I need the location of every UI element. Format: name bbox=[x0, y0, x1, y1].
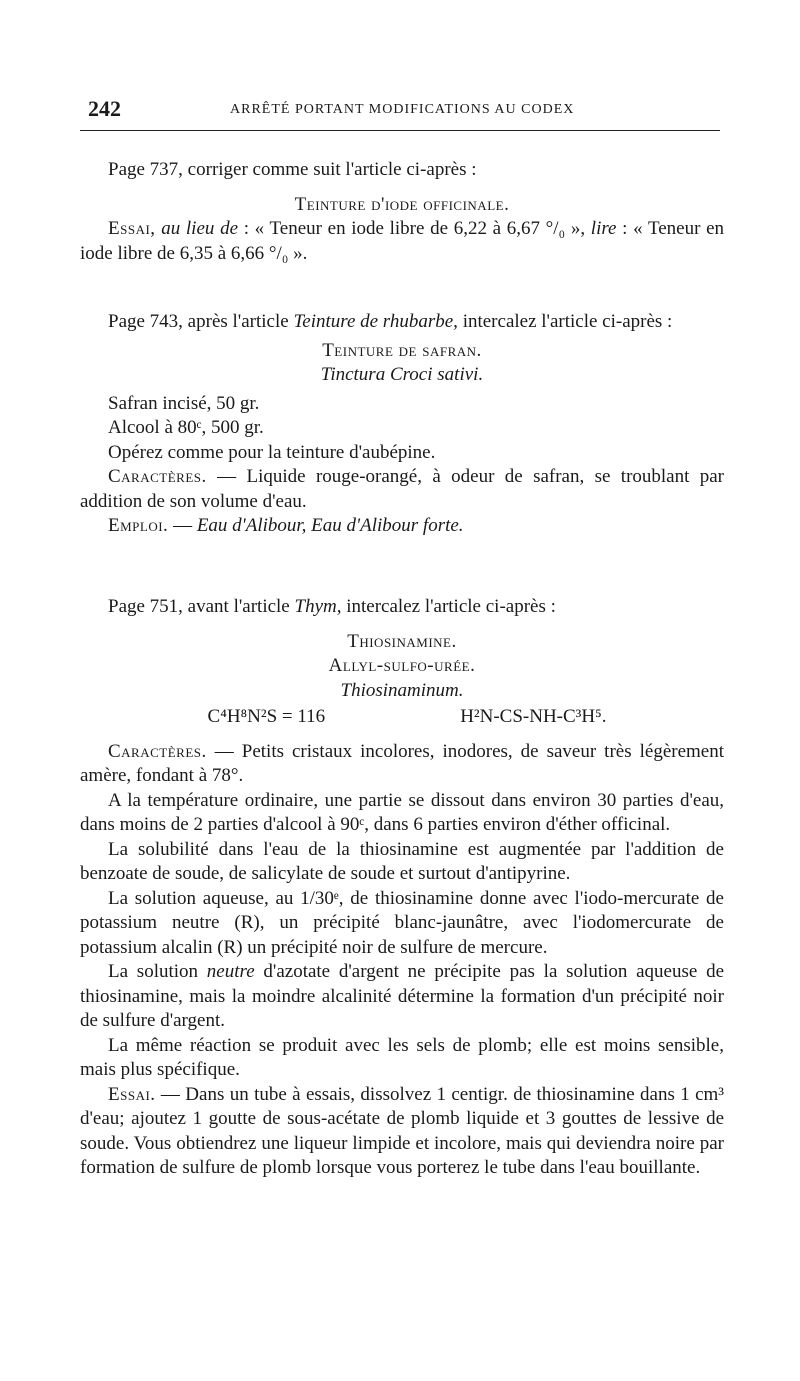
intro-page-743 bbox=[80, 310, 724, 335]
caracteres-label: Caractères. bbox=[108, 466, 207, 487]
page-header bbox=[80, 96, 720, 132]
running-title: ARRÊTÉ PORTANT MODIFICATIONS AU CODEX bbox=[230, 102, 575, 117]
ingredient-alcool: Alcool à 80ᶜ, 500 gr. bbox=[108, 417, 264, 438]
lire: lire bbox=[590, 218, 617, 239]
caracteres-text: — Petits cristaux incolores, inodores, de saveur très légèrement amère, fondant à 78°. bbox=[80, 740, 724, 786]
essai-iode bbox=[80, 217, 724, 266]
emploi-label: Emploi. bbox=[108, 515, 169, 536]
essai-text: : « Teneur en iode libre de 6,22 à 6,67 °/₀ », bbox=[243, 218, 586, 239]
intro-page-751 bbox=[80, 595, 724, 620]
ingredient-safran: Safran incisé, 50 gr. bbox=[108, 392, 260, 414]
essai-text: — Dans un tube à essais, dissolvez 1 centigr. de thiosinamine dans 1 cm³ d'eau; ajoutez 1 goutte de sous-acétate de plomb liquide et 3 gouttes de lessive de soude. Vous obtiendrez une liqueur limpide et incolore, mais qui deviendra noire par formation de sulfure de plomb lorsque vous porterez le tube dans l'eau bouillante. bbox=[80, 1083, 724, 1178]
intro-text-a: Page 751, avant l'article bbox=[108, 596, 290, 617]
section-teinture-safran bbox=[80, 310, 724, 539]
caracteres-safran bbox=[80, 465, 724, 514]
p4-text-a: La solution bbox=[108, 961, 199, 982]
intro-text-b: intercalez l'article ci-après : bbox=[346, 596, 556, 617]
emploi-dash: — bbox=[173, 515, 193, 536]
title-allyl-sulfo-uree: Allyl-sulfo-urée. bbox=[328, 655, 476, 676]
latin-name-thiosinaminum: Thiosinaminum. bbox=[340, 679, 464, 701]
emploi-safran bbox=[80, 514, 724, 539]
section-thiosinamine bbox=[80, 595, 724, 1181]
essai-label: Essai. bbox=[108, 1083, 156, 1105]
p4-text-b: d'azotate d'argent ne précipite pas la solution aqueuse de thiosinamine, mais la moindre alcalinité détermine la formation d'un précipité noir de sulfure d'argent. bbox=[80, 961, 725, 1031]
intro-em: Teinture de rhubarbe, bbox=[293, 311, 458, 332]
formula-molecular: C⁴H⁸N²S = 116 bbox=[207, 706, 326, 727]
title-teinture-safran: Teinture de safran. bbox=[322, 339, 482, 361]
formula-row bbox=[80, 705, 724, 730]
caracteres-text: — Liquide rouge-orangé, à odeur de safran, se troublant par addition de son volume d'eau. bbox=[80, 466, 725, 512]
paragraph-solubilite-temperature: A la température ordinaire, une partie se dissout dans environ 30 parties d'eau, dans moins de 2 parties d'alcool à 90ᶜ, dans 6 parties environ d'éther officinal. bbox=[80, 789, 724, 835]
intro-text-b: intercalez l'article ci-après : bbox=[462, 311, 673, 332]
essai-text-2: : « Teneur en iode libre de 6,35 à 6,66 °/₀ ». bbox=[80, 218, 725, 264]
paragraph-sels-plomb: La même réaction se produit avec les sels de plomb; elle est moins sensible, mais plus spécifique. bbox=[80, 1034, 724, 1080]
latin-name-safran: Tinctura Croci sativi. bbox=[320, 364, 484, 385]
header-rule bbox=[80, 130, 720, 131]
intro-em: Thym, bbox=[294, 596, 342, 617]
title-teinture-iode: Teinture d'iode officinale. bbox=[294, 193, 510, 215]
essai-label: Essai, bbox=[108, 218, 156, 239]
page-number: 242 bbox=[88, 96, 121, 121]
intro-page-737: Page 737, corriger comme suit l'article ci-après : bbox=[108, 159, 477, 180]
intro-text-a: Page 743, après l'article bbox=[108, 311, 289, 332]
title-thiosinamine: Thiosinamine. bbox=[347, 630, 457, 652]
caracteres-thiosinamine bbox=[80, 740, 724, 789]
section-teinture-iode bbox=[80, 158, 724, 266]
paragraph-solution-aqueuse: La solution aqueuse, au 1/30ᵉ, de thiosinamine donne avec l'iodo-mercurate de potassium neutre (R), un précipité blanc-jaunâtre, avec l'iodomercurate de potassium alcalin (R) un précipité noir de sulfure de mercure. bbox=[80, 887, 724, 958]
caracteres-label: Caractères. bbox=[108, 740, 207, 762]
paragraph-azotate-argent bbox=[80, 960, 724, 1034]
instruction: Opérez comme pour la teinture d'aubépine. bbox=[108, 441, 436, 463]
p4-em: neutre bbox=[206, 961, 255, 982]
au-lieu-de: au lieu de bbox=[161, 218, 239, 239]
emploi-text: Eau d'Alibour, Eau d'Alibour forte. bbox=[196, 515, 464, 536]
formula-structural: H²N-CS-NH-C³H⁵. bbox=[460, 706, 607, 727]
essai-thiosinamine bbox=[80, 1083, 724, 1181]
paragraph-solubilite-eau: La solubilité dans l'eau de la thiosinamine est augmentée par l'addition de benzoate de soude, de salicylate de soude et surtout d'antipyrine. bbox=[80, 838, 724, 884]
